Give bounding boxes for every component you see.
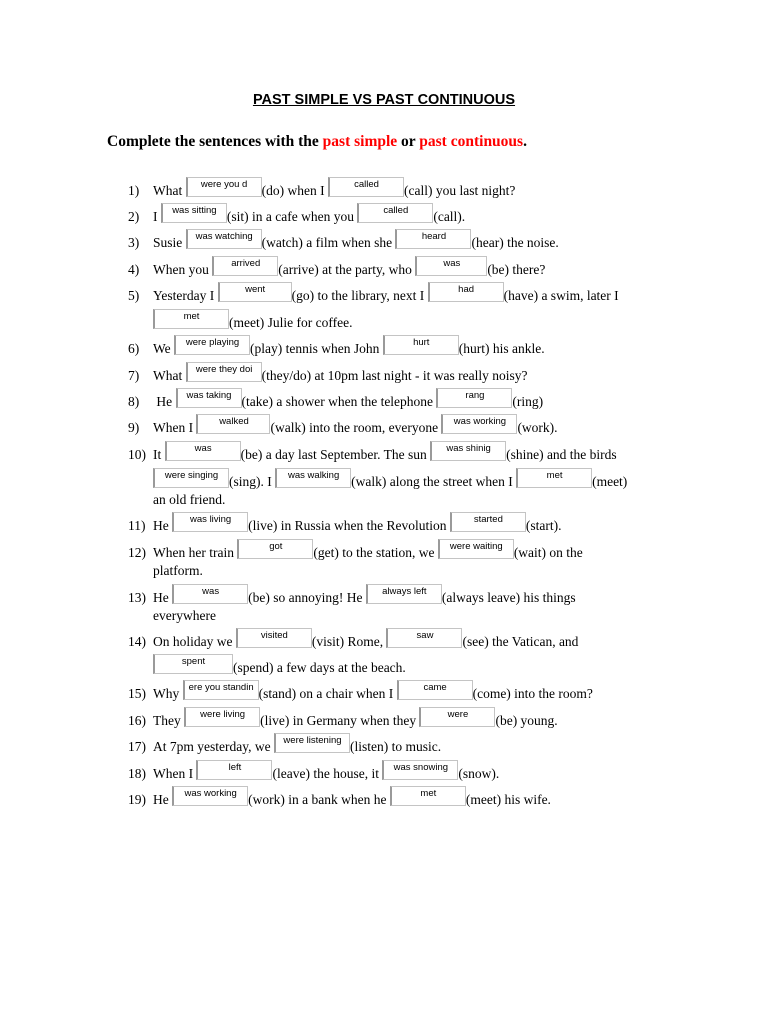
question-number: 12) xyxy=(128,545,146,560)
sentence-text: (do) when I xyxy=(261,183,328,198)
exercise-line xyxy=(128,179,516,199)
sentence-text: (hurt) his ankle. xyxy=(458,341,545,356)
answer-field[interactable] xyxy=(186,362,262,382)
exercise-line xyxy=(128,762,500,782)
sentence-text: everywhere xyxy=(153,608,216,623)
question-number: 6) xyxy=(128,341,140,356)
exercise-line xyxy=(128,709,558,729)
answer-field[interactable] xyxy=(390,786,466,806)
sentence-text: (always leave) his things xyxy=(441,590,576,605)
answer-field[interactable] xyxy=(161,203,227,223)
tense-past-simple: past simple xyxy=(322,133,398,150)
worksheet-title: PAST SIMPLE VS PAST CONTINUOUS xyxy=(252,92,516,108)
sentence-text: (live) in Russia when the Revolution xyxy=(248,518,450,533)
sentence-text: What xyxy=(153,368,186,383)
answer-field[interactable] xyxy=(153,309,229,329)
answer-text: got xyxy=(269,541,283,552)
answer-text: started xyxy=(473,514,503,525)
sentence-text: We xyxy=(153,341,175,356)
sentence-text: (spend) a few days at the beach. xyxy=(233,660,406,675)
sentence-text: (leave) the house, it xyxy=(272,766,383,781)
answer-field[interactable] xyxy=(172,584,248,604)
exercise-line xyxy=(128,541,583,561)
answer-field[interactable] xyxy=(153,654,233,674)
answer-field[interactable] xyxy=(212,256,278,276)
answer-text: were living xyxy=(200,709,246,720)
exercise-line xyxy=(128,390,544,410)
sentence-text: (see) the Vatican, and xyxy=(462,634,579,649)
instructions-text: or xyxy=(397,133,420,150)
answer-text: arrived xyxy=(231,258,261,269)
answer-field[interactable] xyxy=(196,414,270,434)
question-number: 9) xyxy=(128,420,140,435)
answer-field[interactable] xyxy=(428,282,504,302)
answer-text: were you d xyxy=(200,179,248,190)
answer-text: were playing xyxy=(185,337,240,348)
sentence-text: (wait) on the xyxy=(513,545,583,560)
exercise-line xyxy=(128,231,559,251)
instructions-text: Complete the sentences with the xyxy=(107,133,323,150)
exercise-line xyxy=(128,563,203,579)
answer-text: left xyxy=(228,762,242,773)
sentence-text: He xyxy=(153,518,173,533)
sentence-text: platform. xyxy=(153,563,203,578)
answer-field[interactable] xyxy=(397,680,473,700)
answer-field[interactable] xyxy=(386,628,462,648)
question-number: 19) xyxy=(128,792,146,807)
answer-text: were singing xyxy=(164,470,219,481)
answer-text: was sitting xyxy=(172,205,217,216)
sentence-text: (be) young. xyxy=(495,713,558,728)
question-number: 7) xyxy=(128,368,140,383)
answer-field[interactable] xyxy=(383,335,459,355)
exercise-line xyxy=(128,682,593,702)
answer-text: was xyxy=(202,586,220,597)
answer-field[interactable] xyxy=(366,584,442,604)
answer-text: met xyxy=(546,470,563,481)
answer-field[interactable] xyxy=(176,388,242,408)
sentence-text: (come) into the room? xyxy=(472,686,593,701)
sentence-text: I xyxy=(153,209,161,224)
exercise-line xyxy=(128,258,546,278)
exercise-line xyxy=(128,364,528,384)
exercise-line xyxy=(128,470,628,490)
exercise-line xyxy=(128,514,562,534)
sentence-text: (listen) to music. xyxy=(349,739,442,754)
answer-text: were listening xyxy=(283,735,342,746)
sentence-text: Yesterday I xyxy=(153,288,218,303)
sentence-text: (start). xyxy=(525,518,562,533)
answer-field[interactable] xyxy=(186,229,262,249)
answer-field[interactable] xyxy=(275,468,351,488)
answer-text: were waiting xyxy=(449,541,503,552)
sentence-text: (sit) in a cafe when you xyxy=(226,209,358,224)
sentence-text: an old friend. xyxy=(153,492,226,507)
answer-field[interactable] xyxy=(357,203,433,223)
answer-field[interactable] xyxy=(183,680,259,700)
answer-text: called xyxy=(354,179,379,190)
sentence-text: He xyxy=(153,590,173,605)
question-number: 18) xyxy=(128,766,146,781)
exercise-line xyxy=(128,337,545,357)
sentence-text: When I xyxy=(153,766,197,781)
answer-text: spent xyxy=(181,656,206,667)
answer-field[interactable] xyxy=(186,177,262,197)
answer-field[interactable] xyxy=(419,707,495,727)
sentence-text: (walk) along the street when I xyxy=(351,474,517,489)
answer-field[interactable] xyxy=(438,539,514,559)
answer-text: met xyxy=(420,788,437,799)
answer-field[interactable] xyxy=(172,512,248,532)
exercise-line xyxy=(128,586,576,606)
sentence-text: (have) a swim, later I xyxy=(503,288,619,303)
sentence-text: (ring) xyxy=(512,394,544,409)
exercise-line xyxy=(128,284,619,304)
sentence-text: (meet) xyxy=(592,474,628,489)
answer-text: saw xyxy=(416,630,434,641)
sentence-text: When her train xyxy=(153,545,238,560)
question-number: 3) xyxy=(128,235,140,250)
answer-field[interactable] xyxy=(237,539,313,559)
answer-field[interactable] xyxy=(382,760,458,780)
exercise-line xyxy=(128,492,225,508)
question-number: 10) xyxy=(128,447,146,462)
answer-field[interactable] xyxy=(196,760,272,780)
sentence-text: (call). xyxy=(433,209,466,224)
sentence-text: (call) you last night? xyxy=(403,183,516,198)
sentence-text: (snow). xyxy=(458,766,500,781)
answer-field[interactable] xyxy=(165,441,241,461)
exercise-line xyxy=(128,788,551,808)
answer-field[interactable] xyxy=(184,707,260,727)
sentence-text: What xyxy=(153,183,186,198)
answer-field[interactable] xyxy=(328,177,404,197)
answer-text: was living xyxy=(190,514,232,525)
sentence-text: (walk) into the room, everyone xyxy=(270,420,442,435)
sentence-text: (hear) the noise. xyxy=(471,235,559,250)
sentence-text: At 7pm yesterday, we xyxy=(153,739,274,754)
question-number: 2) xyxy=(128,209,140,224)
answer-text: had xyxy=(458,284,475,295)
answer-text: visited xyxy=(260,630,288,641)
sentence-text: (be) there? xyxy=(487,262,546,277)
sentence-text: Why xyxy=(153,686,183,701)
sentence-text: He xyxy=(153,792,173,807)
exercise-line xyxy=(128,608,216,624)
answer-text: was watching xyxy=(195,231,253,242)
exercise-line xyxy=(128,735,442,755)
answer-text: always left xyxy=(382,586,427,597)
question-number: 4) xyxy=(128,262,140,277)
sentence-text: (meet) his wife. xyxy=(465,792,551,807)
answer-text: was walking xyxy=(288,470,340,481)
question-number: 14) xyxy=(128,634,146,649)
answer-text: heard xyxy=(421,231,447,242)
sentence-text: When you xyxy=(153,262,213,277)
answer-field[interactable] xyxy=(395,229,471,249)
sentence-text: Susie xyxy=(153,235,186,250)
tense-past-continuous: past continuous xyxy=(419,133,524,150)
sentence-text: (get) to the station, we xyxy=(313,545,438,560)
answer-field[interactable] xyxy=(415,256,487,276)
question-number: 11) xyxy=(128,518,146,533)
sentence-text: He xyxy=(153,394,176,409)
answer-text: came xyxy=(423,682,447,693)
answer-text: was working xyxy=(184,788,237,799)
answer-text: was xyxy=(443,258,461,269)
answer-text: were xyxy=(447,709,469,720)
exercise-line xyxy=(128,443,617,463)
sentence-text: (sing). I xyxy=(229,474,276,489)
question-number: 13) xyxy=(128,590,146,605)
sentence-text: (go) to the library, next I xyxy=(291,288,428,303)
answer-field[interactable] xyxy=(430,441,506,461)
answer-text: went xyxy=(245,284,266,295)
sentence-text: (work) in a bank when he xyxy=(248,792,390,807)
exercise-line xyxy=(128,311,353,331)
sentence-text: On holiday we xyxy=(153,634,236,649)
sentence-text: (be) a day last September. The sun xyxy=(240,447,431,462)
sentence-text: (work). xyxy=(517,420,558,435)
sentence-text: (watch) a film when she xyxy=(261,235,396,250)
question-number: 16) xyxy=(128,713,146,728)
answer-field[interactable] xyxy=(436,388,512,408)
answer-text: was taking xyxy=(186,390,232,401)
sentence-text: (visit) Rome, xyxy=(311,634,387,649)
question-number: 1) xyxy=(128,183,140,198)
question-number: 5) xyxy=(128,288,140,303)
instructions-text: . xyxy=(523,133,527,150)
answer-field[interactable] xyxy=(236,628,312,648)
answer-field[interactable] xyxy=(218,282,292,302)
sentence-text: They xyxy=(153,713,185,728)
exercise-line xyxy=(128,656,406,676)
exercise-line xyxy=(128,630,579,650)
answer-field[interactable] xyxy=(441,414,517,434)
sentence-text: (stand) on a chair when I xyxy=(258,686,397,701)
answer-field[interactable] xyxy=(274,733,350,753)
exercise-line xyxy=(128,205,466,225)
answer-text: was shinig xyxy=(446,443,491,454)
sentence-text: (meet) Julie for coffee. xyxy=(229,315,353,330)
answer-field[interactable] xyxy=(172,786,248,806)
answer-field[interactable] xyxy=(450,512,526,532)
sentence-text: (be) so annoying! He xyxy=(248,590,366,605)
answer-text: was xyxy=(194,443,212,454)
answer-text: hurt xyxy=(413,337,430,348)
answer-field[interactable] xyxy=(516,468,592,488)
sentence-text: (arrive) at the party, who xyxy=(278,262,416,277)
question-number: 8) xyxy=(128,394,140,409)
exercise-line xyxy=(128,416,558,436)
sentence-text: (live) in Germany when they xyxy=(260,713,420,728)
answer-field[interactable] xyxy=(153,468,229,488)
answer-text: was working xyxy=(453,416,507,427)
sentence-text: It xyxy=(153,447,165,462)
instructions xyxy=(107,133,527,151)
answer-text: rang xyxy=(465,390,485,401)
answer-text: was snowing xyxy=(393,762,449,773)
sentence-text: (they/do) at 10pm last night - it was really noisy? xyxy=(261,368,528,383)
question-number: 17) xyxy=(128,739,146,754)
answer-text: ere you standin xyxy=(188,682,254,693)
answer-field[interactable] xyxy=(174,335,250,355)
answer-text: met xyxy=(183,311,200,322)
answer-text: called xyxy=(383,205,409,216)
sentence-text: (play) tennis when John xyxy=(250,341,383,356)
sentence-text: (shine) and the birds xyxy=(506,447,617,462)
sentence-text: (take) a shower when the telephone xyxy=(241,394,437,409)
sentence-text: When I xyxy=(153,420,197,435)
answer-text: walked xyxy=(219,416,249,427)
question-number: 15) xyxy=(128,686,146,701)
answer-text: were they doi xyxy=(195,364,253,375)
